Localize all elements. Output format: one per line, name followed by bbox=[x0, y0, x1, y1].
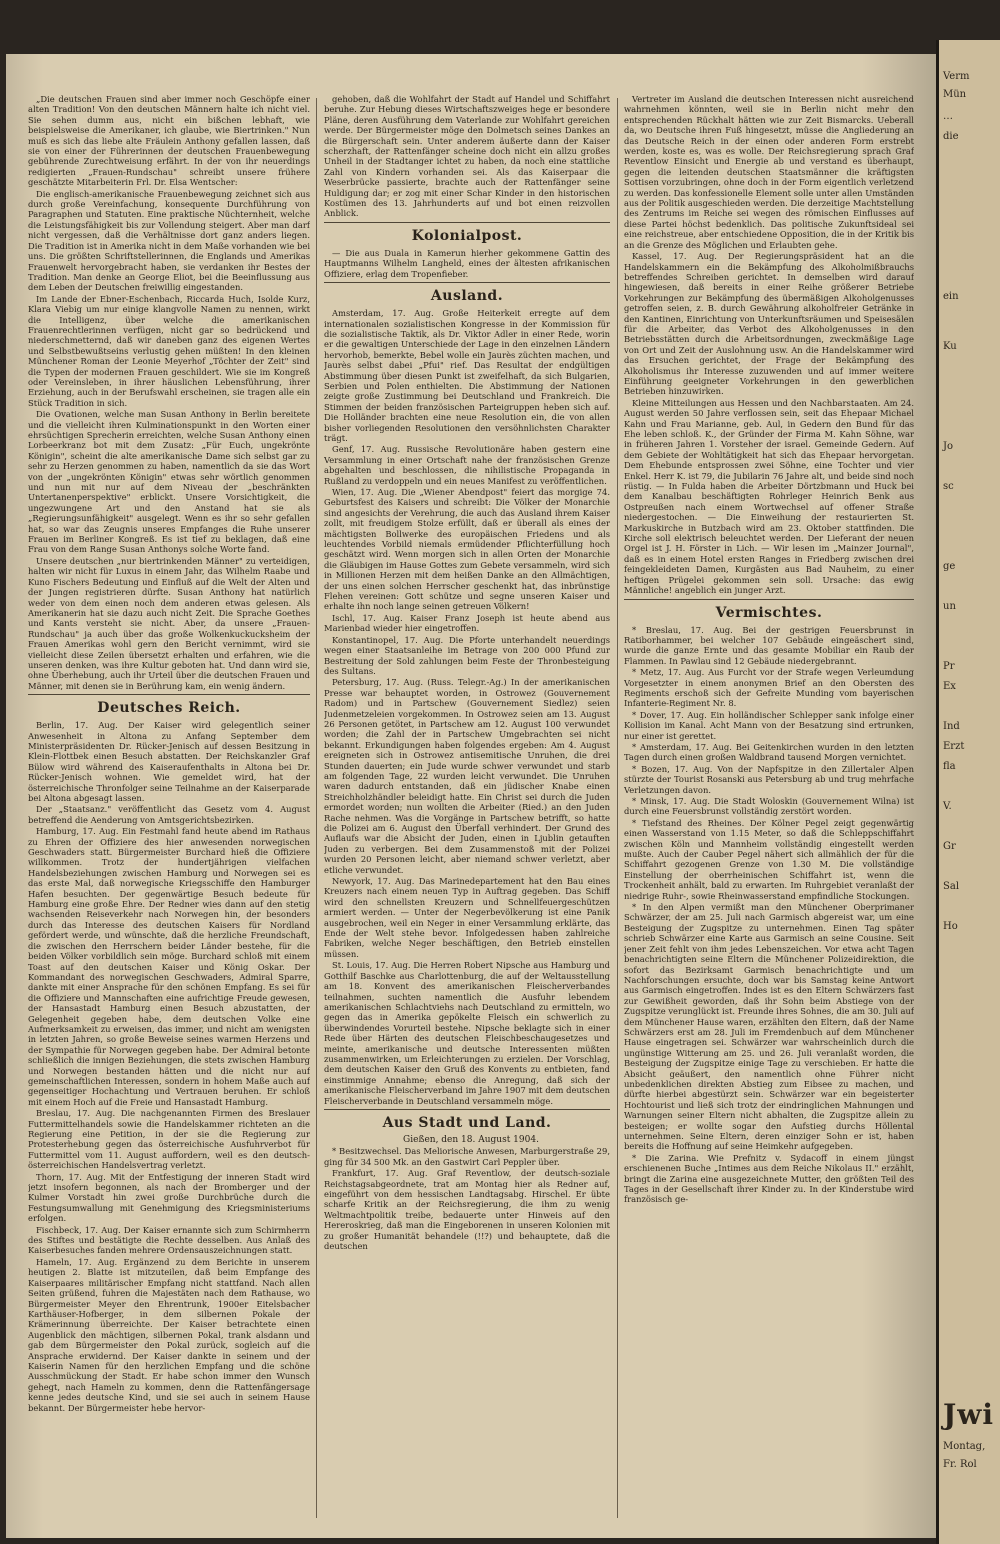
adjacent-page-fragment: Ind bbox=[943, 721, 960, 732]
article-paragraph: Wien, 17. Aug. Die „Wiener Abendpost" feiert das morgige 74. Geburtsfest des Kaisers und schreibt: Die Völker der Monarchie sind angesichts der Verehrung, die auch das Ausland ihrem Kaiser zollt, mit freudigem Stolze erfüllt, daß er überall als eines der mächtigsten Bollwerke des europäischen Friedens und als leuchtendes Vorbild niemals ermüdender Pflichterfüllung hoch geschätzt wird. Wenn morgen sich in allen Orten der Monarchie die Gläubigen im Hause Gottes zum Gebete versammeln, wird sich in Millionen Herzen mit dem heißen Danke an den Allmächtigen, der uns einen solchen Herrscher geschenkt hat, das inbrünstige Flehen vereinen: Gott schütze und segne unseren Kaiser und erhalte ihn noch lange seinen getreuen Völkern! bbox=[324, 487, 610, 612]
article-paragraph: * In den Alpen vermißt man den Münchener Oberprimaner Schwärzer, der am 25. Juli nach Garmisch abgereist war, um eine Besteigung der Zugspitze zu unternehmen. Einen Tag später schrieb Schwärzer eine Karte aus Garmisch an seine Cousine. Seit jener Zeit fehlt von ihm jedes Lebenszeichen. Vor etwa acht Tagen benachrichtigten seine Eltern die Münchener Polizeidirektion, die sofort das Bezirksamt Garmisch benachrichtigte und um Nachforschungen ersuchte, doch war bis Samstag keine Antwort aus Garmisch eingetroffen. Indes ist es den Eltern Schwärzers fast zur Gewißheit geworden, daß ihr Sohn beim Abstiege von der Zugspitze verunglückt ist. Freunde ihres Sohnes, die am 30. Juli auf dem Münchener Hause waren, erzählten den Eltern, daß der Name Schwärzers erst am 28. Juli im Fremdenbuch auf dem Münchener Hause eingetragen sei. Schwärzer war wahrscheinlich durch die ungünstige Witterung am 25. und 26. Juli veranlaßt worden, die Besteigung der Zugspitze einige Tage zu verschieben. Er hatte die Absicht geäußert, den namentlich ohne Führer nicht unbedenklichen direkten Abstieg zum Eibsee zu machen, und dürfte hierbei abgestürzt sein. Schwärzer war ein begeisterter Hochtourist und ließ sich trotz der eindringlichen Mahnungen und Warnungen seiner Eltern nicht abhalten, die Zugspitze allein zu besteigen; er wollte sogar den Aufstieg durchs Höllental unternehmen. Seine Eltern, deren einziger Sohn er ist, haben bereits die Hoffnung auf seine Heimkehr aufgegeben. bbox=[624, 902, 914, 1152]
article-paragraph: Berlin, 17. Aug. Der Kaiser wird gelegentlich seiner Anwesenheit in Altona zu Anfang September dem Ministerpräsidenten Dr. Rücker-Jenisch auf dessen Besitzung in Klein-Flottbek einen Besuch abstatten. Der Reichskanzler Graf Bülow wird während des Kaiseraufenthalts in Altona bei Dr. Rücker-Jenisch wohnen. Wie gemeldet wird, hat der österreichische Thronfolger seine Teilnahme an der Kaiserparade bei Altona abgesagt lassen. bbox=[28, 720, 310, 803]
adjacent-page-fragment: Pr bbox=[943, 661, 955, 672]
adjacent-page-fragment: Ho bbox=[943, 921, 958, 932]
article-paragraph: „Die deutschen Frauen sind aber immer noch Geschöpfe einer alten Tradition! Von den deutschen Männern halte ich nicht viel. Sie sehen dumm aus, nicht ein bißchen lebhaft, wie beispielsweise die Amerikaner, ich glaube, wie Biertrinken." Nun muß es sich das liebe alte Fräulein Anthony gefallen lassen, daß sie von einer der Führerinnen der deutschen Frauenbewegung gebührende Zurechtweisung erfährt. In der von ihr neuerdings redigierten „Frauen-Rundschau" schreibt unsere frühere geschätzte Mitarbeiterin Frl. Dr. Elsa Wentscher: bbox=[28, 94, 310, 188]
adjacent-page-fragment: Fr. Rol bbox=[943, 1459, 977, 1470]
article-paragraph: * Metz, 17. Aug. Aus Furcht vor der Strafe wegen Verleumdung Vorgesetzter in einem anonymen Brief an den Obersten des Regiments erschoß sich der Gefreite Munding vom bayerischen Infanterie-Regiment Nr. 8. bbox=[624, 667, 914, 709]
article-paragraph: * Tiefstand des Rheines. Der Kölner Pegel zeigt gegenwärtig einen Wasserstand von 1.15 Meter, so daß die Schleppschiffahrt zwischen Köln und Mannheim vollständig eingestellt werden mußte. Auch der Cauber Pegel nähert sich allmählich der für die Schiffahrt gezogenen Grenze von 1.30 M. Die vollständige Einstellung der oberrheinischen Schiffahrt ist, wenn die Trockenheit anhält, bald zu erwarten. Im Ruhrgebiet veranlaßt der niedrige Ruhr-, sowie Rheinwasserstand empfindliche Stockungen. bbox=[624, 817, 914, 901]
article-paragraph: * Bozen, 17. Aug. Von der Napfspitze in den Zillertaler Alpen stürzte der Tourist Rosanski aus Petersburg ab und trug mehrfache Verletzungen davon. bbox=[624, 763, 914, 795]
adjacent-page-fragment: ge bbox=[943, 561, 956, 572]
article-paragraph: Genf, 17. Aug. Russische Revolutionäre haben gestern eine Versammlung in einer Ortschaft nahe der französischen Grenze abgehalten und beschlossen, die nihilistische Propaganda in Rußland zu verdoppeln und ein neues Manifest zu veröffentlichen. bbox=[324, 444, 610, 486]
section-heading: Deutsches Reich. bbox=[97, 700, 241, 717]
section-rule bbox=[324, 222, 610, 223]
article-paragraph: Hameln, 17. Aug. Ergänzend zu dem Berichte in unserem heutigen 2. Blatte ist mitzuteilen, daß beim Empfange des Kaiserpaares militärischer Empfang nicht stattfand. Nach allen Seiten grüßend, fuhren die Majestäten nach dem Rathause, wo Bürgermeister Meyer den Ehrentrunk, 1900er Eitelsbacher Karthäuser-Hofberger, in dem silbernen Pokale der Krämerinnung überreichte. Der Kaiser betrachtete einen Augenblick den mächtigen, silbernen Pokal, trank alsdann und gab dem Bürgermeister den Pokal zurück, sogleich auf die Ansprache erwidernd. Der Kaiser dankte in seinem und der Kaiserin Namen für den herzlichen Empfang und die schöne Ausschmückung der Stadt. Er habe schon immer den Wunsch gehegt, nach Hameln zu kommen, denn die Rattenfängersage kenne jedes deutsche Kind, und sie sei auch in seinem Hause bekannt. Der Bürgermeister hebe hervor- bbox=[28, 1256, 310, 1413]
dateline: Gießen, den 18. August 1904. bbox=[403, 1134, 539, 1145]
article-paragraph: * Amsterdam, 17. Aug. Bei Geitenkirchen wurden in den letzten Tagen durch einen großen Waldbrand tausend Morgen vernichtet. bbox=[624, 741, 914, 763]
adjacent-page-fragment: sc bbox=[943, 481, 954, 492]
column-divider bbox=[316, 98, 317, 1518]
article-paragraph: * Breslau, 17. Aug. Bei der gestrigen Feuersbrunst in Ratiborhammer, bei welcher 107 Gebäude eingeäschert sind, wurde die ganze Ernte und das gesamte Mobiliar ein Raub der Flammen. In Pawlau sind 12 Gebäude niedergebrannt. bbox=[624, 624, 914, 666]
article-paragraph: Ischl, 17. Aug. Kaiser Franz Joseph ist heute abend aus Marienbad wieder hier eingetroffen. bbox=[324, 612, 610, 634]
article-paragraph: * Die Zarina. Wie Prefnitz v. Sydacoff in einem jüngst erschienenen Buche „Intimes aus dem Reiche Nikolaus II." erzählt, bringt die Zarina eine ausgezeichnete Mutter, den größten Teil des Tages in der Gesellschaft ihrer Kinder zu. In der Kinderstube wird französisch ge- bbox=[624, 1152, 914, 1205]
adjacent-page-fragment: … bbox=[943, 111, 953, 122]
section-heading: Ausland. bbox=[430, 288, 504, 305]
article-paragraph: St. Louis, 17. Aug. Die Herren Robert Nipsche aus Hamburg und Gotthilf Baschke aus Charlottenburg, die auf der Weltausstellung am 18. Konvent des amerikanischen Fleischerverbandes teilnahmen, suchten namentlich die Ausfuhr lebendem amerikanischen Schlachtviehs nach Deutschland zu ermitteln, wo gegen das in Amerika gepökelte Fleisch ein schwerlich zu überwindendes Vorurteil bestehe. Nipsche beklagte sich in einer Rede über Härten des deutschen Fleischbeschaugesetzes und meinte, amerikanische und deutsche Interessenten müßten zusammenwirken, um Erleichterungen zu erzielen. Der Vorschlag, dem deutschen Kaiser den Gruß des Konvents zu entbieten, fand einstimmige Annahme; ebenso die Anregung, daß sich der amerikanische Fleischerverband im Jahre 1907 mit dem deutschen Fleischerverbande in Deutschland versammeln möge. bbox=[324, 960, 610, 1106]
section-heading: Aus Stadt und Land. bbox=[382, 1114, 552, 1131]
adjacent-page-fragment: Mün bbox=[943, 89, 967, 100]
article-paragraph: * Besitzwechsel. Das Meliorische Anwesen, Marburgerstraße 29, ging für 34 500 Mk. an den Gastwirt Carl Peppler über. bbox=[324, 1146, 610, 1167]
section-heading: Kolonialpost. bbox=[411, 227, 523, 244]
adjacent-page-fragment: Montag, bbox=[943, 1441, 986, 1452]
article-paragraph: Breslau, 17. Aug. Die nachgenannten Firmen des Breslauer Futtermittelhandels sowie die Handelskammer richteten an die Regierung eine Petition, in der sie die Regierung zur Protesterhebung gegen das österreichische Ausfuhrverbot für Futtermittel vom 11. August auffordern, weil es den deutsch-österreichischen Handelsvertrag verletzt. bbox=[28, 1108, 310, 1171]
article-paragraph: Im Lande der Ebner-Eschenbach, Riccarda Huch, Isolde Kurz, Klara Viebig um nur einige klangvolle Namen zu nennen, wirkt die Intelligenz, über welche die amerikanischen Frauenrechtlerinnen verfügen, nicht gar so bedrückend und niederschmetternd, daß wir daneben ganz des eigenen Wertes und Selbstbewußtseins verlustig gehen müßten! In den kleinen Münchener Roman der Leonie Meyerhof „Töchter der Zeit" sind die Typen der modernen Frauen geschildert. Wie sie im Kongreß oder Vereinsleben, in ihrer häuslichen Lebensführung, ihrer Erziehung, auch in der Berufswahl erscheinen, sie tragen alle ein Stück Tradition in sich. bbox=[28, 293, 310, 408]
article-paragraph: Fischbeck, 17. Aug. Der Kaiser ernannte sich zum Schirmherrn des Stiftes und bestätigte die Rechte desselben. Aus Anlaß des Kaiserbesuches fanden mehrere Ordensauszeichnungen statt. bbox=[28, 1224, 310, 1256]
adjacent-page-fragment: Ku bbox=[943, 341, 957, 352]
article-paragraph: Kassel, 17. Aug. Der Regierungspräsident hat an die Handelskammern ein die Bekämpfung des Alkoholmißbrauchs betreffendes Schreiben gerichtet. In demselben wird darauf hingewiesen, daß bereits in einer Reihe größerer Betriebe Vorkehrungen zur Bekämpfung des übermäßigen Alkoholgenusses getroffen seien, z. B. durch Gewährung alkoholfreier Getränke in den Kantinen, Einrichtung von Unterkunftsräumen und Speisesälen für die Arbeiter, das Verbot des Alkoholgenusses in den Betriebsstätten durch die Arbeitsordnungen, zweckmäßige Lage von Ort und Zeit der Auslohnung usw. An die Handelskammer wird das Ersuchen gerichtet, der Frage der Bekämpfung des Alkoholismus ihr Interesse zuzuwenden und auf immer weitere Einführung geeigneter Vorkehrungen in den gewerblichen Betrieben hinzuwirken. bbox=[624, 251, 914, 397]
section-rule bbox=[324, 1109, 610, 1110]
article-paragraph: Vertreter im Ausland die deutschen Interessen nicht ausreichend wahrnehmen könnten, weil sie in Berlin nicht mehr den entsprechenden Rückhalt hätten wie zur Zeit Bismarcks. Ueberall da, wo Deutsche ihren Fuß hingesetzt, müsse die Angliederung an das Deutsche Reich in der einen oder anderen Form erstrebt werden, koste es, was es wolle. Der Reichsregierung sprach Graf Reventlow Einsicht und Energie ab und verstand es überhaupt, gegen die leitenden deutschen Staatsmänner die kräftigsten Sottisen vorzubringen, ohne doch in der Form eigentlich verletzend zu werden. Das konfessionelle Element solle unter allen Umständen aus der Politik ausgeschieden werden. Die derzeitige Machtstellung des Zentrums im Reiche sei wegen des römischen Einflusses auf diese Partei höchst bedenklich. Das politische Zukunftsideal sei eine reichstreue, aber entschiedene Opposition, die in der Kritik bis an die Grenze des Möglichen und Erlaubten gehe. bbox=[624, 94, 914, 250]
article-paragraph: Newyork, 17. Aug. Das Marinedepartement hat den Bau eines Kreuzers nach einem neuen Typ in Auftrag gegeben. Das Schiff wird den schnellsten Kreuzern und Schnellfeuergeschützen armiert werden. — Unter der Negerbevölkerung ist eine Panik ausgebrochen, weil ein Neger in einer Versammlung erklärte, das Ende der Welt stehe bevor. Infolgedessen haben zahlreiche Fabriken, welche Neger beschäftigen, den Betrieb einstellen müssen. bbox=[324, 876, 610, 959]
section-heading: Vermischtes. bbox=[715, 604, 823, 621]
article-paragraph: Kleine Mitteilungen aus Hessen und den Nachbarstaaten. Am 24. August werden 50 Jahre verflossen sein, seit das Ehepaar Michael Kahn und Frau Marianne, geb. Aul, in Gedern den Bund für das Ehe leben schloß. K., der Gründer der Firma M. Kahn Söhne, war in früheren Jahren 1. Vorsteher der israel. Gemeinde Gedern. Auf dem Gebiete der Wohltätigkeit hat sich das Ehepaar hervorgetan. Dem Ehebunde entsprossen zwei Söhne, eine Tochter und vier Enkel. Herr K. ist 79, die Jubilarin 76 Jahre alt, und beide sind noch rüstig. — In Fulda haben die Arbeiter Dörtzbmann und Huck bei dem Kanalbau beschäftigten Rohrleger Heinrich Benk aus Ostpreußen nach einem Wortwechsel auf offener Straße niedergestochen. — Die Einweihung der restaurierten St. Markuskirche in Butzbach wird am 23. Oktober stattfinden. Die Kirche soll elektrisch beleuchtet werden. Der Lieferant der neuen Orgel ist J. H. Förster in Lich. — Wir lesen im „Mainzer Journal", daß es in einem Hotel ersten Ranges in Friedberg zwischen drei feingekleideten Damen, Kurgästen aus Bad Nauheim, zu einer heftigen Prügelei gekommen sein soll. Ursache: das ewig Männliche! angeblich ein junger Arzt. bbox=[624, 397, 914, 596]
article-paragraph: * Dover, 17. Aug. Ein holländischer Schlepper sank infolge einer Kollision im Kanal. Acht Mann von der Besatzung sind ertrunken, nur einer ist gerettet. bbox=[624, 709, 914, 741]
column-middle bbox=[324, 94, 610, 1538]
column-right bbox=[624, 94, 914, 1538]
adjacent-page-fragment: Ex bbox=[943, 681, 956, 692]
article-paragraph: Frankfurt, 17. Aug. Graf Reventlow, der deutsch-soziale Reichstagsabgeordnete, trat am Montag hier als Redner auf, eingeführt von dem hessischen Landtagsabg. Hirschel. Er übte scharfe Kritik an der Reichsregierung, die ihm zu wenig Weltmachtpolitik treibe, bedauerte unter Hinweis auf den Hereroskrieg, daß man die Eingeborenen in unseren Kolonien mit zu großer Humanität behandele (!!?) und behauptete, daß die deutschen bbox=[324, 1168, 610, 1252]
adjacent-page-fragment: un bbox=[943, 601, 956, 612]
article-paragraph: Konstantinopel, 17. Aug. Die Pforte unterhandelt neuerdings wegen einer Staatsanleihe im Betrage von 200 000 Pfund zur Bestreitung der Sold zahlungen beim Feste der Thronbesteigung des Sultans. bbox=[324, 634, 610, 676]
newspaper-page bbox=[6, 54, 936, 1538]
column-left bbox=[28, 94, 310, 1538]
column-divider bbox=[617, 98, 618, 1518]
adjacent-page-edge bbox=[936, 40, 1000, 1544]
adjacent-page-fragment: V. bbox=[943, 801, 952, 812]
section-rule bbox=[624, 599, 914, 600]
article-paragraph: Petersburg, 17. Aug. (Russ. Telegr.-Ag.) In der amerikanischen Presse war behauptet worden, in Ostrowez (Gouvernement Radom) und in Partschew (Gouvernement Siedlez) seien Judenmetzeleien vorgekommen. In Ostrowez seien am 13. August 26 Personen getötet, in Partschew am 12. August 100 verwundet worden; die Zahl der in Partschew Umgebrachten sei nicht bekannt. Erkundigungen haben folgendes ergeben: Am 4. August ereigneten sich in Ostrowez antisemitische Unruhen, die drei Stunden dauerten; ein Jude wurde schwer verwundet und starb am folgenden Tage, 22 wurden leicht verwundet. Die Unruhen waren dadurch entstanden, daß ein jüdischer Knabe einen Streichholzhändler beleidigt hatte. Ein Christ sei durch die Juden ermordet worden; nun wollten die Arbeiter (Ried.) an den Juden Rache nehmen. Was die Vorgänge in Partschew betrifft, so hatte die Polizei am 6. August den Überfall verhindert. Der Grund des Auflaufs war die Absicht der Juden, einen in Ljublin getauften Juden zu verbergen. Bei dem Zusammenstoß mit der Polizei wurden 20 Personen leicht, aber niemand schwer verletzt, aber etliche verwundet. bbox=[324, 677, 610, 875]
section-rule bbox=[324, 282, 610, 283]
adjacent-page-fragment: Jwi bbox=[943, 1398, 994, 1431]
adjacent-page-fragment: Erzt bbox=[943, 741, 965, 752]
article-paragraph: Die Ovationen, welche man Susan Anthony in Berlin bereitete und die vielleicht ihren Kulminationspunkt in den Worten einer ehrsüchtigen Sprecherin erreichten, welche Susan Anthony einen Lorbeerkranz bot mit dem Zusatz: „Für Euch, ungekrönte Königin", scheint die alte amerikanische Dame sich selbst gar zu sehr zu Herzen genommen zu haben, namentlich da sie das Wort von der „ungekrönten Königin" etwas sehr wörtlich genommen und nun mit nur auf dem Niveau der „beschränkten Untertanenperspektive" erblickt. Unsere Vorsichtigkeit, die ungezwungene Art und den Anstand hat sie als „Regierungsunfähigkeit" ausgelegt. Wenn es ihr so sehr gefallen hat, so war das Zeugnis unseres Empfanges die Ruhe unserer Frauen im Berliner Kongreß. Es ist tief zu beklagen, daß eine Frau von dem Range Susan Anthonys solche Worte fand. bbox=[28, 409, 310, 555]
article-paragraph: Thorn, 17. Aug. Mit der Entfestigung der inneren Stadt wird jetzt insofern begonnen, als nach der Bromberger und der Kulmer Vorstadt hin zwei große Durchbrüche durch die Festungsumwallung mit Genehmigung des Kriegsministeriums erfolgen. bbox=[28, 1171, 310, 1224]
article-paragraph: Unsere deutschen „nur biertrinkenden Männer" zu verteidigen, halten wir nicht für Luxus in einem Jahr, das Wilhelm Raabe und Kuno Fischers Bedeutung und Einfluß auf die Welt der Alten und der Jungen registrieren dürfte. Susan Anthony hat natürlich weder von dem einen noch dem anderen etwas gelesen. Als Amerikanerin hat sie dazu auch nicht Zeit. Die Sprache Goethes und Kants versteht sie nicht. Aber, da unsere „Frauen-Rundschau" ja auch über das große Wolkenkuckucksheim der Frauen Amerikas wohl gern den Bericht vernimmt, wird sie vielleicht diese Zeilen übersetzt erhalten und erfahren, wie die unseren denken, was ihre Kultur geboten hat. Und dann wird sie, ohne Überhebung, auch ihr Urteil über die deutschen Frauen und Männer, mit denen sie in Berührung kam, ein wenig ändern. bbox=[28, 555, 310, 691]
section-rule bbox=[28, 694, 310, 695]
adjacent-page-fragment: fla bbox=[943, 761, 956, 772]
article-paragraph: Die englisch-amerikanische Frauenbewegung zeichnet sich aus durch große Vereinfachung, konsequente Durchführung von Paragraphen und Statuten. Eine praktische Nüchternheit, welche die Leistungsfähigkeit bis zur Vollendung steigert. Aber man darf nicht vergessen, daß die Verhältnisse dort ganz anders liegen. Die Tradition ist in Amerika nicht in dem Maße vorhanden wie bei uns. Die größten Schriftstellerinnen, die Englands und Amerikas Frauenwelt hervorgebracht haben, sie verdanken ihr Bestes der Tradition. Man denke an George Eliot, bei die Beeinflussung aus dem Leben der Deutschen freiwillig eingestanden. bbox=[28, 188, 310, 293]
article-paragraph: Der „Staatsanz." veröffentlicht das Gesetz vom 4. August betreffend die Aenderung von Amtsgerichtsbezirken. bbox=[28, 804, 310, 825]
article-paragraph: * Minsk, 17. Aug. Die Stadt Woloskin (Gouvernement Wilna) ist durch eine Feuersbrunst vollständig zerstört worden. bbox=[624, 796, 914, 817]
article-paragraph: Amsterdam, 17. Aug. Große Heiterkeit erregte auf dem internationalen sozialistischen Kongresse in der Kommission für die sozialistische Taktik, als Dr. Viktor Adler in einer Rede, worin er die gewaltigen Unterschiede der Lage in den einzelnen Ländern hervorhob, bemerkte, Bebel wolle ein Jaurès züchten machen, und Jaurès selbst dabei „Pfui" rief. Das Resultat der endgültigen Abstimmung über diesen Punkt ist zweifelhaft, da sich Bulgarien, Serbien und Polen enthielten. Die Abstimmung der Nationen zeigte große Zustimmung bei Deutschland und Frankreich. Die Stimmen der beiden französischen Parteigruppen heben sich auf. Die Holländer brachten eine neue Resolution ein, die von allen bisher vorliegenden Resolutionen den versöhnlichsten Charakter trägt. bbox=[324, 308, 610, 443]
adjacent-page-fragment: die bbox=[943, 131, 959, 142]
article-paragraph: gehoben, daß die Wohlfahrt der Stadt auf Handel und Schiffahrt beruhe. Zur Hebung dieses Wirtschaftszweiges hege er besondere Pläne, deren Ausführung dem Vaterlande zur Wohlfahrt gereichen werde. Der Bürgermeister möge den Dolmetsch seines Dankes an die Bürgerschaft sein. Unter anderem äußerte dann der Kaiser scherzhaft, der Rattenfänger scheine doch nicht ein allzu großes Unheil in der Stadtanger ichtet zu haben, da noch eine stattliche Zahl von Kindern vorhanden sei. Als das Kaiserpaar die Weserbrücke passierte, brachte auch der Rattenfänger seine Huldigung dar; er zog mit einer Schar Kinder in den historischen Kostümen des 13. Jahrhunderts auf und bot einen reizvollen Anblick. bbox=[324, 94, 610, 219]
article-paragraph: Hamburg, 17. Aug. Ein Festmahl fand heute abend im Rathaus zu Ehren der Offiziere des hier anwesenden norwegischen Geschwaders statt. Bürgermeister Burchard hieß die Offiziere willkommen. Trotz der hundertjährigen vielfachen Handelsbeziehungen zwischen Hamburg und Norwegen sei es das erste Mal, daß norwegische Kriegsschiffe den Hamburger Hafen besuchten. Der gegenwärtige Besuch bedeute für Hamburg eine große Ehre. Der Redner wies dann auf den stetig wachsenden Reiseverkehr nach Norwegen hin, der besonders durch das Interesse des deutschen Kaisers für Nordland gefördert werde, und wünschte, daß die herzliche Freundschaft, die zwischen den Herrschern beider Länder bestehe, für die beiden Völker vorbildlich sein möge. Burchard schloß mit einem Toast auf den deutschen Kaiser und König Oskar. Der Kommandant des norwegischen Geschwaders, Admiral Sparre, dankte mit einer Ansprache für den schönen Empfang. Es sei für die Offiziere und Mannschaften eine aufrichtige Freude gewesen, der Hansastadt Hamburg einen Besuch abzustatten, der Gelegenheit gegeben habe, dem deutschen Volke eine Aufmerksamkeit zu erweisen, das immer, und nicht am wenigsten in letzten Jahren, so große Beweise seines warmen Herzens und der Sympathie für Norwegen gegeben habe. Der Admiral betonte schließlich die innigen Beziehungen, die stets zwischen Hamburg und Norwegen bestanden hätten und die nicht nur auf gemeinschaftlichen Interessen, sondern in hohem Maße auch auf gegenseitiger Hochachtung und Vertrauen beruhen. Er schloß mit einem Hoch auf die Freie und Hansastadt Hamburg. bbox=[28, 826, 310, 1107]
adjacent-page-fragment: Jo bbox=[943, 441, 954, 452]
article-paragraph: — Die aus Duala in Kamerun hierher gekommene Gattin des Hauptmanns Wilhelm Langheld, eines der ältesten afrikanischen Offiziere, erlag dem Tropenfieber. bbox=[324, 247, 610, 279]
adjacent-page-fragment: Gr bbox=[943, 841, 956, 852]
adjacent-page-fragment: Sal bbox=[943, 881, 960, 892]
adjacent-page-fragment: Verm bbox=[943, 71, 970, 82]
adjacent-page-fragment: ein bbox=[943, 291, 959, 302]
